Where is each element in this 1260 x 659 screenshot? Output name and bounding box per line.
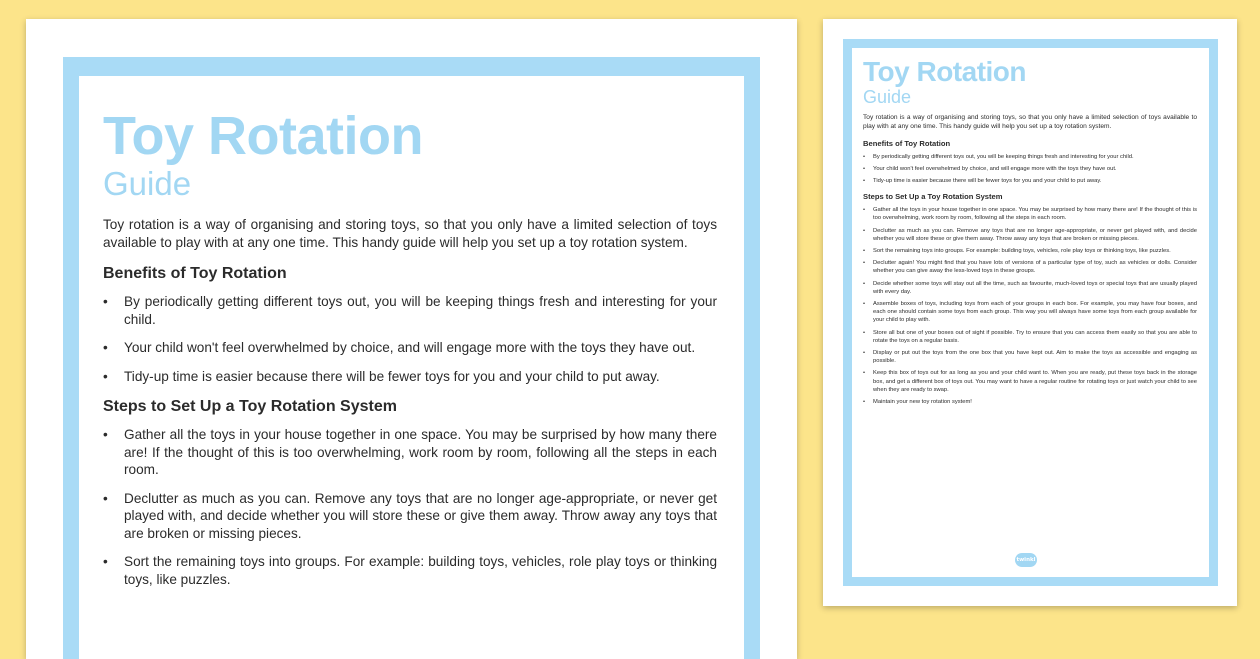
intro-paragraph: Toy rotation is a way of organising and storing toys, so that you only have a limited selection of toys available to play with at any one time. This handy guide will help you set up a toy rotation system.: [863, 114, 1197, 130]
document-subtitle: Guide: [103, 165, 192, 202]
page-content: [103, 106, 717, 599]
list-item: • Tidy-up time is easier because there will be fewer toys for you and your child to put away.: [863, 177, 1197, 185]
list-item: • Tidy-up time is easier because there will be fewer toys for you and your child to put away.: [103, 368, 717, 386]
list-item: • Maintain your new toy rotation system!: [863, 398, 1197, 406]
large-page-preview: [26, 19, 797, 659]
list-item: • Your child won't feel overwhelmed by choice, and will engage more with the toys they have out.: [863, 165, 1197, 173]
list-item: • Sort the remaining toys into groups. For example: building toys, vehicles, role play toys or thinking toys, like puzzles.: [863, 247, 1197, 255]
document-title: Toy Rotation: [103, 106, 423, 166]
list-item: • Gather all the toys in your house together in one space. You may be surprised by how many there are! If the thought of this is too overwhelming, work room by room, following all the steps in each room.: [103, 426, 717, 479]
benefits-list: [103, 293, 717, 385]
steps-list: [103, 426, 717, 588]
list-item: • Sort the remaining toys into groups. For example: building toys, vehicles, role play toys or thinking toys, like puzzles.: [103, 553, 717, 588]
document-subtitle: Guide: [863, 87, 912, 107]
steps-heading: Steps to Set Up a Toy Rotation System: [103, 398, 397, 415]
list-item: • Store all but one of your boxes out of sight if possible. Try to ensure that you can access them easily so that you are able to rotate the toys on a regular basis.: [863, 329, 1197, 345]
document-title: Toy Rotation: [863, 56, 1027, 87]
benefits-list: [863, 153, 1197, 186]
steps-heading: Steps to Set Up a Toy Rotation System: [863, 192, 1003, 202]
list-item: • Your child won't feel overwhelmed by choice, and will engage more with the toys they have out.: [103, 339, 717, 357]
page-content: [863, 58, 1197, 410]
list-item: • Gather all the toys in your house together in one space. You may be surprised by how many there are! If the thought of this is too overwhelming, work room by room, following all the steps in each room.: [863, 206, 1197, 222]
list-item: • By periodically getting different toys out, you will be keeping things fresh and interesting for your child.: [103, 293, 717, 328]
twinkl-logo: twinkl: [1015, 553, 1037, 567]
list-item: • Display or put out the toys from the one box that you have kept out. Aim to make the toys as accessible and engaging as possible.: [863, 349, 1197, 365]
list-item: • Assemble boxes of toys, including toys from each of your groups in each box. For example, you may have four boxes, and each one should contain some toys from each group. This way you will always have some toys from each group available for your child to play with.: [863, 300, 1197, 325]
page-border: [63, 57, 760, 659]
benefits-heading: Benefits of Toy Rotation: [863, 138, 951, 148]
steps-list: [863, 206, 1197, 406]
list-item: • Decide whether some toys will stay out all the time, such as favourite, much-loved toys or special toys that are usually played with every day.: [863, 280, 1197, 296]
intro-paragraph: Toy rotation is a way of organising and storing toys, so that you only have a limited selection of toys available to play with at any one time. This handy guide will help you set up a toy rotation system.: [103, 217, 717, 250]
page-border: [843, 39, 1218, 586]
benefits-heading: Benefits of Toy Rotation: [103, 265, 287, 282]
list-item: • By periodically getting different toys out, you will be keeping things fresh and interesting for your child.: [863, 153, 1197, 161]
list-item: • Declutter as much as you can. Remove any toys that are no longer age-appropriate, or never get played with, and decide whether you will store these or give them away. Throw away any toys that are broken or missing pieces.: [103, 490, 717, 543]
small-page-preview: [823, 19, 1237, 606]
list-item: • Declutter as much as you can. Remove any toys that are no longer age-appropriate, or never get played with, and decide whether you will store these or give them away. Throw away any toys that are broken or missing pieces.: [863, 227, 1197, 243]
list-item: • Declutter again! You might find that you have lots of versions of a particular type of toy, such as vehicles or dolls. Consider whether you can give away the less-loved toys in these groups.: [863, 259, 1197, 275]
list-item: • Keep this box of toys out for as long as you and your child want to. When you are ready, put these toys back in the storage box, and get a different box of toys out. You may want to have a regular routine for rotating toys or just watch your child to see when they are ready to swap.: [863, 369, 1197, 394]
